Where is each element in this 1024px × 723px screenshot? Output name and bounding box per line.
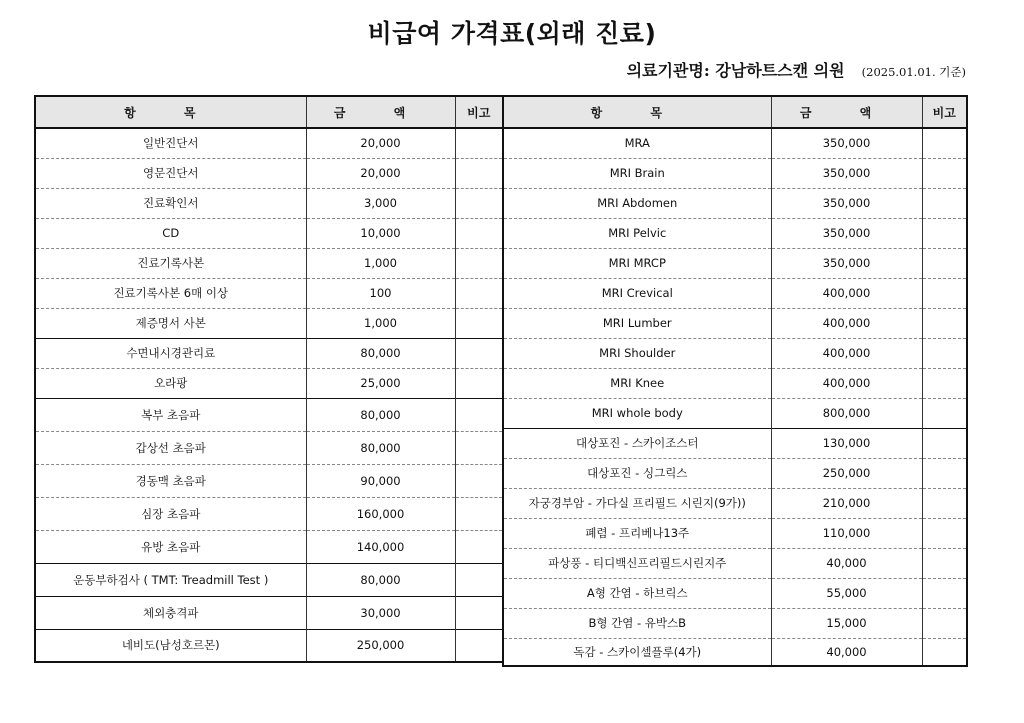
item-cell: MRI Knee xyxy=(503,368,771,398)
note-cell xyxy=(455,218,503,248)
table-row xyxy=(35,464,503,497)
note-cell xyxy=(922,128,967,158)
item-cell: 체외충격파 xyxy=(35,596,306,629)
amount-cell: 400,000 xyxy=(771,308,922,338)
note-cell xyxy=(922,458,967,488)
table-row xyxy=(35,530,503,563)
item-cell: 영문진단서 xyxy=(35,158,306,188)
amount-cell: 140,000 xyxy=(306,530,455,563)
amount-cell: 160,000 xyxy=(306,497,455,530)
amount-cell: 40,000 xyxy=(771,638,922,666)
item-cell: MRI Lumber xyxy=(503,308,771,338)
table-row xyxy=(35,308,503,338)
note-cell xyxy=(922,518,967,548)
table-row xyxy=(503,128,967,158)
item-cell: 진료기록사본 xyxy=(35,248,306,278)
table-row xyxy=(503,218,967,248)
item-cell: A형 간염 - 하브릭스 xyxy=(503,578,771,608)
header-note: 비고 xyxy=(455,96,503,128)
amount-cell: 55,000 xyxy=(771,578,922,608)
table-row xyxy=(503,398,967,428)
item-cell: 네비도(남성호르몬) xyxy=(35,629,306,662)
item-cell: CD xyxy=(35,218,306,248)
header-amount: 금 액 xyxy=(771,96,922,128)
amount-cell: 210,000 xyxy=(771,488,922,518)
table-row xyxy=(35,368,503,398)
item-cell: MRI Shoulder xyxy=(503,338,771,368)
item-cell: 심장 초음파 xyxy=(35,497,306,530)
note-cell xyxy=(922,248,967,278)
item-cell: 자궁경부암 - 가다실 프리필드 시린지(9가)) xyxy=(503,488,771,518)
note-cell xyxy=(455,158,503,188)
item-cell: 유방 초음파 xyxy=(35,530,306,563)
note-cell xyxy=(922,608,967,638)
item-cell: 독감 - 스카이셀플루(4가) xyxy=(503,638,771,666)
amount-cell: 350,000 xyxy=(771,248,922,278)
table-row xyxy=(503,368,967,398)
note-cell xyxy=(922,398,967,428)
item-cell: 운동부하검사 ( TMT: Treadmill Test ) xyxy=(35,563,306,596)
item-cell: 복부 초음파 xyxy=(35,398,306,431)
note-cell xyxy=(455,338,503,368)
amount-cell: 80,000 xyxy=(306,398,455,431)
header-item: 항 목 xyxy=(35,96,306,128)
note-cell xyxy=(455,368,503,398)
table-row xyxy=(503,488,967,518)
item-cell: 진료확인서 xyxy=(35,188,306,218)
header-row xyxy=(503,96,967,128)
note-cell xyxy=(455,308,503,338)
item-cell: 대상포진 - 스카이조스터 xyxy=(503,428,771,458)
item-cell: MRI Abdomen xyxy=(503,188,771,218)
note-cell xyxy=(455,431,503,464)
note-cell xyxy=(455,530,503,563)
header-row xyxy=(35,96,503,128)
table-row xyxy=(35,497,503,530)
amount-cell: 20,000 xyxy=(306,128,455,158)
table-row xyxy=(35,431,503,464)
item-cell: 제증명서 사본 xyxy=(35,308,306,338)
amount-cell: 400,000 xyxy=(771,278,922,308)
clinic-name: 의료기관명: 강남하트스캔 의원 xyxy=(626,61,845,80)
table-row xyxy=(503,158,967,188)
amount-cell: 400,000 xyxy=(771,368,922,398)
amount-cell: 1,000 xyxy=(306,308,455,338)
item-cell: 오라팡 xyxy=(35,368,306,398)
amount-cell: 25,000 xyxy=(306,368,455,398)
note-cell xyxy=(922,488,967,518)
note-cell xyxy=(455,563,503,596)
table-row xyxy=(503,608,967,638)
amount-cell: 80,000 xyxy=(306,338,455,368)
amount-cell: 800,000 xyxy=(771,398,922,428)
amount-cell: 350,000 xyxy=(771,158,922,188)
table-row xyxy=(35,188,503,218)
note-cell xyxy=(455,596,503,629)
price-table-right xyxy=(502,95,968,667)
note-cell xyxy=(455,398,503,431)
item-cell: MRI Brain xyxy=(503,158,771,188)
note-cell xyxy=(922,158,967,188)
basis-date: (2025.01.01. 기준) xyxy=(861,65,966,79)
amount-cell: 40,000 xyxy=(771,548,922,578)
table-row xyxy=(503,578,967,608)
table-row xyxy=(35,278,503,308)
table-row xyxy=(35,128,503,158)
note-cell xyxy=(455,629,503,662)
note-cell xyxy=(922,218,967,248)
amount-cell: 20,000 xyxy=(306,158,455,188)
item-cell: 파상풍 - 티디백신프리필드시린지주 xyxy=(503,548,771,578)
item-cell: MRI MRCP xyxy=(503,248,771,278)
amount-cell: 350,000 xyxy=(771,128,922,158)
subtitle xyxy=(627,58,966,81)
header-item: 항 목 xyxy=(503,96,771,128)
amount-cell: 250,000 xyxy=(771,458,922,488)
note-cell xyxy=(922,368,967,398)
note-cell xyxy=(455,464,503,497)
amount-cell: 30,000 xyxy=(306,596,455,629)
table-row xyxy=(503,278,967,308)
note-cell xyxy=(922,278,967,308)
note-cell xyxy=(922,338,967,368)
amount-cell: 250,000 xyxy=(306,629,455,662)
table-row xyxy=(503,248,967,278)
item-cell: MRI Pelvic xyxy=(503,218,771,248)
item-cell: 경동맥 초음파 xyxy=(35,464,306,497)
table-row xyxy=(503,188,967,218)
item-cell: 갑상선 초음파 xyxy=(35,431,306,464)
amount-cell: 10,000 xyxy=(306,218,455,248)
note-cell xyxy=(922,548,967,578)
item-cell: 수면내시경관리료 xyxy=(35,338,306,368)
table-row xyxy=(35,398,503,431)
amount-cell: 90,000 xyxy=(306,464,455,497)
amount-cell: 1,000 xyxy=(306,248,455,278)
note-cell xyxy=(455,497,503,530)
note-cell xyxy=(922,308,967,338)
amount-cell: 350,000 xyxy=(771,218,922,248)
table-row xyxy=(35,629,503,662)
item-cell: B형 간염 - 유박스B xyxy=(503,608,771,638)
amount-cell: 80,000 xyxy=(306,563,455,596)
note-cell xyxy=(455,278,503,308)
note-cell xyxy=(455,248,503,278)
item-cell: 대상포진 - 싱그릭스 xyxy=(503,458,771,488)
amount-cell: 130,000 xyxy=(771,428,922,458)
note-cell xyxy=(922,188,967,218)
price-table-left xyxy=(34,95,504,663)
table-row xyxy=(35,158,503,188)
table-row xyxy=(35,596,503,629)
table-row xyxy=(503,518,967,548)
amount-cell: 80,000 xyxy=(306,431,455,464)
table-row xyxy=(503,338,967,368)
table-row xyxy=(503,458,967,488)
table-row xyxy=(503,308,967,338)
note-cell xyxy=(455,128,503,158)
item-cell: MRI Crevical xyxy=(503,278,771,308)
amount-cell: 3,000 xyxy=(306,188,455,218)
item-cell: MRA xyxy=(503,128,771,158)
item-cell: MRI whole body xyxy=(503,398,771,428)
note-cell xyxy=(455,188,503,218)
note-cell xyxy=(922,428,967,458)
header-amount: 금 액 xyxy=(306,96,455,128)
table-row xyxy=(503,548,967,578)
item-cell: 진료기록사본 6매 이상 xyxy=(35,278,306,308)
table-row xyxy=(503,428,967,458)
amount-cell: 400,000 xyxy=(771,338,922,368)
note-cell xyxy=(922,578,967,608)
amount-cell: 100 xyxy=(306,278,455,308)
amount-cell: 15,000 xyxy=(771,608,922,638)
note-cell xyxy=(922,638,967,666)
header-note: 비고 xyxy=(922,96,967,128)
amount-cell: 350,000 xyxy=(771,188,922,218)
table-row xyxy=(35,248,503,278)
table-row xyxy=(35,563,503,596)
item-cell: 폐렴 - 프리베나13주 xyxy=(503,518,771,548)
table-row xyxy=(35,338,503,368)
item-cell: 일반진단서 xyxy=(35,128,306,158)
table-row xyxy=(503,638,967,666)
page-title: 비급여 가격표(외래 진료) xyxy=(367,19,657,48)
table-row xyxy=(35,218,503,248)
amount-cell: 110,000 xyxy=(771,518,922,548)
